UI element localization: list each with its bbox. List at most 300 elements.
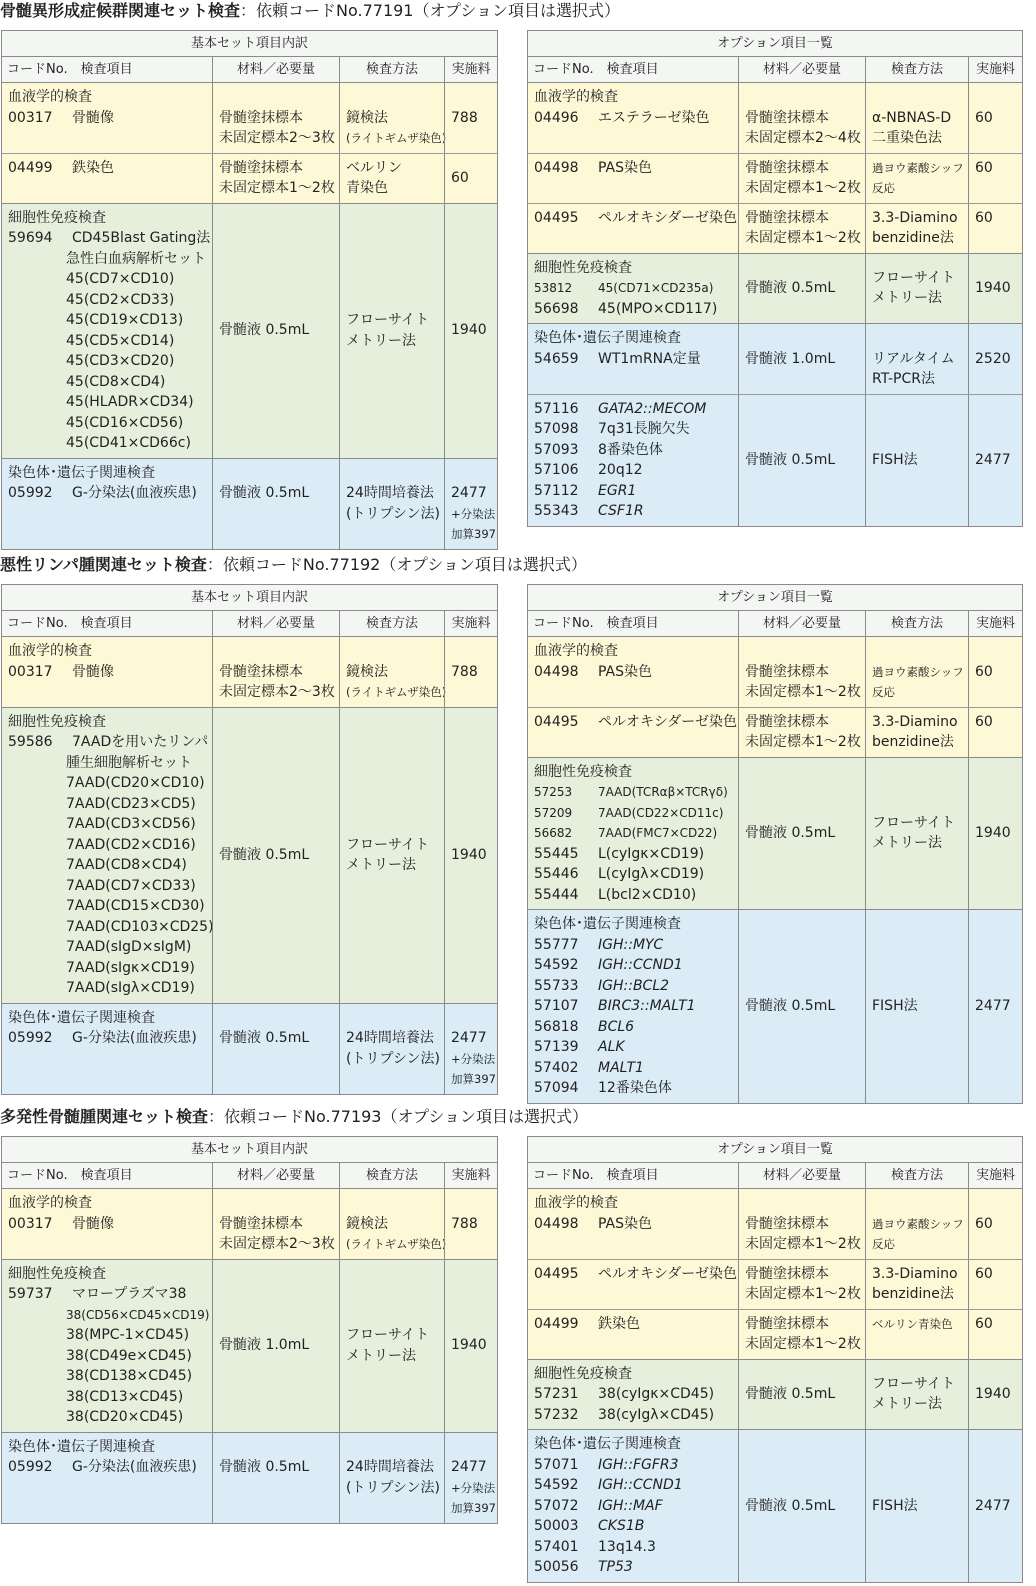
method-line: フローサイト	[346, 836, 430, 853]
test-item	[2, 662, 212, 683]
material-line: 骨髄塗抹標本	[219, 1215, 303, 1232]
method-line: benzidine法	[872, 1286, 954, 1302]
material-cell	[212, 154, 339, 203]
table-caption: 基本セット項目内訳	[2, 31, 497, 57]
fee-value: 1940	[975, 280, 1011, 296]
fee-cell	[968, 708, 1022, 757]
category-label: 血液学的検査	[534, 643, 618, 659]
item-code: 55343	[534, 503, 579, 519]
item-name: CSF1R	[598, 503, 644, 519]
group-rows	[528, 324, 1022, 526]
item-code: 59694	[8, 230, 53, 246]
item-name: CD45Blast Gating法	[72, 230, 211, 246]
item-code: 57093	[534, 441, 579, 458]
item-name: MALT1	[598, 1059, 644, 1076]
test-item	[528, 208, 738, 229]
test-item	[528, 803, 738, 824]
category-group	[2, 459, 497, 549]
test-item	[528, 278, 738, 299]
method-line: 24時間培養法	[346, 1030, 434, 1046]
fee-cell	[444, 154, 497, 203]
column-header: 実施料	[968, 1163, 1022, 1188]
sub-item: 45(CD16×CD56)	[66, 414, 184, 431]
sub-item: 7AAD(CD20×CD10)	[66, 775, 205, 791]
item-code: 57231	[534, 1386, 579, 1402]
category-group	[528, 1360, 1022, 1431]
group-rows	[2, 83, 497, 203]
item-code: 56698	[534, 300, 579, 317]
item-code: 57112	[534, 482, 579, 499]
column-header: 材料／必要量	[738, 611, 865, 636]
sub-item: 7AAD(CD8×CD4)	[66, 857, 187, 873]
category-label: 細胞性免疫検査	[8, 1265, 106, 1282]
method-cell	[865, 254, 968, 324]
section-title	[0, 0, 620, 22]
item-code: 04499	[8, 159, 53, 176]
sub-item: 38(CD56×CD45×CD19)	[66, 1307, 210, 1322]
test-item	[528, 349, 738, 370]
fee-line: 1940	[451, 846, 487, 863]
group-rows	[2, 204, 497, 458]
item-cell	[528, 910, 738, 1103]
method-cell	[339, 1260, 444, 1432]
item-cell	[528, 324, 738, 394]
option-set-table	[527, 1136, 1023, 1583]
method-line: benzidine法	[872, 734, 954, 750]
method-line: 鏡検法	[346, 109, 388, 126]
fee-cell	[968, 1260, 1022, 1309]
method-line: フローサイト	[346, 1327, 430, 1343]
category-group	[2, 1189, 497, 1260]
group-rows	[2, 708, 497, 1003]
item-name: 7AAD(FMC7×CD22)	[598, 826, 718, 840]
method-line: メトリー法	[346, 1347, 416, 1364]
group-rows	[528, 758, 1022, 910]
method-line: FISH法	[872, 998, 918, 1014]
fee-cell	[444, 1260, 497, 1432]
category-label: 細胞性免疫検査	[8, 713, 106, 730]
item-name: CKS1B	[598, 1518, 645, 1534]
method-cell	[339, 1189, 447, 1259]
material-cell	[738, 395, 865, 526]
table-row	[2, 153, 497, 203]
method-line: (トリプシン法)	[346, 1479, 441, 1496]
section-title-request-code: ：依頼コードNo.77191（オプション項目は選択式）	[240, 1, 621, 20]
table-caption: オプション項目一覧	[528, 1137, 1022, 1163]
column-header: 実施料	[444, 57, 497, 82]
method-line: 24時間培養法	[346, 1459, 434, 1475]
column-header: 実施料	[444, 611, 497, 636]
category-group	[2, 1433, 497, 1523]
item-name: 骨髄像	[72, 109, 114, 126]
category-group	[528, 254, 1022, 325]
option-set-table	[527, 30, 1023, 527]
category-label: 血液学的検査	[8, 89, 92, 105]
fee-cell	[444, 204, 497, 458]
fee-value: 60	[975, 713, 993, 730]
group-rows	[2, 459, 497, 549]
test-item	[2, 228, 212, 249]
material-line: 骨髄液 0.5mL	[745, 280, 836, 296]
method-line: 鏡検法	[346, 1215, 388, 1232]
column-header: コードNo. 検査項目	[533, 62, 659, 77]
test-item	[528, 419, 738, 440]
method-cell	[339, 204, 444, 458]
fee-line: 加算397	[451, 1501, 496, 1515]
item-name: ペルオキシダーゼ染色	[598, 209, 738, 226]
item-code: 59586	[8, 734, 53, 750]
material-line: 未固定標本2〜4枚	[745, 130, 861, 146]
material-line: 骨髄塗抹標本	[219, 663, 303, 680]
column-header: 検査方法	[339, 611, 444, 636]
category-label: 細胞性免疫検査	[534, 763, 632, 780]
sub-item: 7AAD(CD3×CD56)	[66, 816, 196, 832]
material-line: 骨髄液 0.5mL	[219, 322, 310, 339]
test-item	[528, 460, 738, 481]
item-name: BIRC3::MALT1	[598, 998, 696, 1014]
material-line: 未固定標本1〜2枚	[219, 180, 335, 196]
material-line: 未固定標本1〜2枚	[745, 1286, 861, 1302]
table-row	[2, 459, 497, 549]
item-code: 04498	[534, 663, 579, 680]
test-item	[528, 1455, 738, 1476]
item-code: 55444	[534, 886, 579, 903]
material-line: 骨髄液 0.5mL	[745, 998, 836, 1014]
test-item	[528, 1264, 738, 1285]
table-header-row	[528, 57, 1022, 83]
fee-cell	[968, 1189, 1022, 1259]
test-item	[2, 732, 212, 753]
sub-item: 38(MPC-1×CD45)	[66, 1327, 190, 1343]
sub-item: 45(HLADR×CD34)	[66, 394, 194, 410]
basic-set-table	[1, 584, 498, 1095]
fee-value: 2477	[975, 998, 1011, 1014]
item-cell	[528, 154, 738, 203]
test-item	[528, 1384, 738, 1405]
fee-cell	[444, 83, 497, 153]
method-cell	[339, 637, 447, 707]
fee-cell	[968, 1360, 1022, 1430]
material-line: 骨髄液 0.5mL	[745, 825, 836, 841]
material-cell	[212, 83, 339, 153]
test-item	[2, 1028, 212, 1049]
column-header: 材料／必要量	[738, 1163, 865, 1188]
table-row	[528, 910, 1022, 1103]
material-cell	[212, 1433, 339, 1523]
item-code: 59737	[8, 1286, 53, 1302]
material-line: 骨髄塗抹標本	[745, 159, 829, 176]
sub-item: 38(CD138×CD45)	[66, 1368, 193, 1384]
test-item	[528, 864, 738, 885]
test-item	[528, 399, 738, 420]
sub-item: 7AAD(sIgκ×CD19)	[66, 959, 195, 976]
method-cell	[865, 324, 968, 394]
item-name: IGH::FGFR3	[598, 1456, 679, 1473]
group-rows	[528, 637, 1022, 757]
category-group	[528, 637, 1022, 758]
fee-cell	[968, 395, 1022, 526]
fee-line: 788	[451, 663, 478, 680]
category-group	[528, 324, 1022, 526]
method-line: 過ヨウ素酸シッフ	[872, 1216, 964, 1231]
item-name: G-分染法(血液疾患)	[72, 1459, 197, 1475]
material-cell	[738, 1189, 865, 1259]
method-line: (トリプシン法)	[346, 505, 441, 522]
test-item	[2, 1284, 212, 1305]
category-label: 染色体･遺伝子関連検査	[8, 464, 155, 481]
item-code: 55777	[534, 936, 579, 953]
method-line: 二重染色法	[872, 130, 942, 146]
item-name: IGH::BCL2	[598, 977, 670, 994]
item-code: 57106	[534, 462, 579, 478]
section-title-main: 多発性骨髄腫関連セット検査	[0, 1107, 209, 1126]
column-header: コードNo. 検査項目	[7, 616, 133, 631]
item-name: 38(cyIgλ×CD45)	[598, 1406, 715, 1423]
material-line: 骨髄液 0.5mL	[219, 1459, 310, 1475]
category-label: 血液学的検査	[534, 1195, 618, 1211]
item-name: 20q12	[598, 462, 643, 478]
method-line: 過ヨウ素酸シッフ	[872, 160, 964, 175]
item-code: 00317	[8, 1215, 53, 1232]
group-rows	[528, 1430, 1022, 1582]
item-code: 57072	[534, 1497, 579, 1514]
fee-line: 加算397	[451, 527, 496, 541]
item-name: IGH::MYC	[598, 936, 664, 953]
item-code: 04498	[534, 159, 579, 176]
item-code: 54659	[534, 350, 579, 367]
item-code: 57107	[534, 998, 579, 1014]
test-item	[528, 823, 738, 844]
item-cell	[528, 1260, 738, 1309]
material-cell	[212, 1189, 339, 1259]
column-header: 実施料	[968, 57, 1022, 82]
item-name: 45(CD71×CD235a)	[598, 281, 714, 295]
item-code: 57402	[534, 1059, 579, 1076]
method-line: フローサイト	[346, 312, 430, 328]
method-cell	[865, 395, 968, 526]
column-header: コードNo. 検査項目	[533, 616, 659, 631]
fee-cell	[968, 637, 1022, 707]
test-item	[528, 996, 738, 1017]
item-code: 04498	[534, 1215, 579, 1232]
table-header-row	[2, 611, 497, 637]
material-line: 未固定標本1〜2枚	[745, 1236, 861, 1252]
table-row	[2, 1433, 497, 1523]
method-line: 3.3-Diamino	[872, 1265, 958, 1282]
test-item	[2, 1457, 212, 1478]
test-item	[528, 782, 738, 803]
test-item	[528, 1314, 738, 1335]
item-code: 55445	[534, 845, 579, 862]
item-code: 55733	[534, 977, 579, 994]
method-line: 3.3-Diamino	[872, 713, 958, 730]
method-cell	[865, 1310, 968, 1359]
method-line: 反応	[872, 1237, 895, 1251]
method-line: FISH法	[872, 1497, 918, 1514]
table-row	[528, 1360, 1022, 1430]
fee-cell	[444, 459, 497, 549]
sub-item: 38(CD49e×CD45)	[66, 1347, 192, 1364]
material-line: 骨髄塗抹標本	[745, 109, 829, 126]
material-cell	[738, 758, 865, 910]
table-row	[2, 1189, 497, 1259]
material-cell	[738, 1260, 865, 1309]
fee-cell	[968, 1430, 1022, 1582]
test-item	[528, 1537, 738, 1558]
material-cell	[738, 83, 865, 153]
table-row	[2, 637, 497, 707]
material-line: 骨髄塗抹標本	[219, 109, 303, 126]
item-code: 04495	[534, 209, 579, 226]
group-rows	[528, 83, 1022, 253]
table-row	[2, 83, 497, 153]
test-item	[528, 1496, 738, 1517]
method-line: (トリプシン法)	[346, 1050, 441, 1067]
fee-cell	[444, 708, 497, 1003]
fee-value: 60	[975, 109, 993, 126]
table-row	[2, 1004, 497, 1094]
category-label: 染色体･遺伝子関連検査	[8, 1438, 155, 1455]
material-line: 骨髄液 0.5mL	[219, 1030, 310, 1046]
item-name: GATA2::MECOM	[598, 400, 707, 417]
category-label: 染色体･遺伝子関連検査	[534, 330, 681, 346]
test-item	[528, 299, 738, 320]
sub-item: 7AAD(sIgλ×CD19)	[66, 980, 195, 996]
item-name: IGH::CCND1	[598, 1477, 683, 1493]
table-caption: オプション項目一覧	[528, 585, 1022, 611]
category-label: 細胞性免疫検査	[534, 259, 632, 276]
section-title	[0, 554, 587, 576]
material-line: 骨髄液 0.5mL	[745, 451, 836, 468]
sub-item: 7AAD(CD23×CD5)	[66, 795, 196, 812]
material-line: 未固定標本1〜2枚	[745, 1336, 861, 1352]
method-cell	[865, 204, 968, 253]
item-name: 45(MPO×CD117)	[598, 300, 718, 317]
category-group	[528, 83, 1022, 254]
method-line: フローサイト	[872, 1375, 956, 1392]
material-cell	[738, 1310, 865, 1359]
table-row	[2, 204, 497, 458]
test-item	[528, 1475, 738, 1496]
fee-line: 1940	[451, 1337, 487, 1354]
item-code: 57071	[534, 1456, 579, 1473]
item-cell	[528, 1189, 738, 1259]
item-name: ALK	[598, 1039, 625, 1055]
item-name: L(cyIgλ×CD19)	[598, 866, 705, 882]
material-line: 骨髄塗抹標本	[219, 159, 303, 176]
group-rows	[528, 1360, 1022, 1430]
material-cell	[738, 324, 865, 394]
category-label: 血液学的検査	[8, 643, 92, 659]
sub-item: 45(CD7×CD10)	[66, 271, 175, 287]
sub-item: 45(CD2×CD33)	[66, 291, 175, 308]
table-caption: オプション項目一覧	[528, 31, 1022, 57]
item-code: 57401	[534, 1538, 579, 1555]
method-line: メトリー法	[872, 835, 942, 852]
material-cell	[738, 154, 865, 203]
fee-line: 2477	[451, 1459, 487, 1475]
fee-line: +分染法	[451, 1051, 496, 1066]
column-header: コードNo. 検査項目	[533, 1168, 659, 1183]
item-cell	[528, 1360, 738, 1430]
test-item	[528, 885, 738, 906]
group-rows	[2, 1004, 497, 1094]
table-caption: 基本セット項目内訳	[2, 1137, 497, 1163]
material-line: 骨髄塗抹標本	[745, 663, 829, 680]
item-name: G-分染法(血液疾患)	[72, 1030, 197, 1046]
material-line: 骨髄塗抹標本	[745, 1315, 829, 1332]
category-group	[528, 758, 1022, 911]
test-item	[528, 1017, 738, 1038]
material-line: 未固定標本1〜2枚	[745, 734, 861, 750]
group-rows	[2, 637, 497, 707]
fee-value: 60	[975, 159, 993, 176]
material-line: 骨髄塗抹標本	[745, 209, 829, 226]
material-line: 未固定標本2〜3枚	[219, 130, 335, 146]
item-cell	[528, 708, 738, 757]
item-name: L(bcl2×CD10)	[598, 886, 697, 903]
method-line: フローサイト	[872, 814, 956, 831]
category-group	[2, 1004, 497, 1094]
sub-item: 45(CD5×CD14)	[66, 332, 175, 349]
fee-value: 60	[975, 1315, 993, 1332]
item-cell	[2, 459, 212, 549]
table-header-row	[528, 611, 1022, 637]
category-label: 血液学的検査	[8, 1195, 92, 1211]
category-label: 血液学的検査	[534, 89, 618, 105]
material-line: 骨髄液 0.5mL	[219, 846, 310, 863]
test-item	[528, 1214, 738, 1235]
test-item	[528, 440, 738, 461]
method-line: メトリー法	[872, 1396, 942, 1413]
category-group	[2, 204, 497, 459]
column-header: 実施料	[444, 1163, 497, 1188]
material-line: 骨髄液 1.0mL	[745, 350, 836, 367]
material-cell	[212, 1004, 339, 1094]
fee-value: 60	[975, 209, 993, 226]
column-header: 材料／必要量	[212, 611, 339, 636]
sub-item: 45(CD41×CD66c)	[66, 435, 191, 451]
item-code: 05992	[8, 1030, 53, 1046]
item-code: 04496	[534, 109, 579, 126]
test-item	[528, 1058, 738, 1079]
item-cell	[2, 1433, 212, 1523]
method-line: benzidine法	[872, 230, 954, 246]
fee-line: +分染法	[451, 1480, 496, 1495]
test-item	[528, 1557, 738, 1578]
item-cell	[528, 758, 738, 910]
table-row	[528, 394, 1022, 526]
item-code: 05992	[8, 485, 53, 501]
method-cell	[865, 154, 968, 203]
test-item	[528, 662, 738, 683]
method-line: 3.3-Diamino	[872, 209, 958, 226]
test-item	[2, 108, 212, 129]
material-cell	[738, 637, 865, 707]
test-item	[2, 158, 212, 179]
section-title-main: 悪性リンパ腫関連セット検査	[0, 555, 207, 574]
material-cell	[212, 1260, 339, 1432]
column-header: 材料／必要量	[212, 1163, 339, 1188]
sub-item: 7AAD(CD15×CD30)	[66, 898, 205, 914]
fee-value: 2477	[975, 451, 1011, 468]
fee-line: 1940	[451, 322, 487, 339]
column-header: 材料／必要量	[212, 57, 339, 82]
material-cell	[212, 204, 339, 458]
item-name: ペルオキシダーゼ染色	[598, 713, 738, 730]
column-header: 検査方法	[865, 1163, 968, 1188]
method-line: フローサイト	[872, 269, 956, 286]
